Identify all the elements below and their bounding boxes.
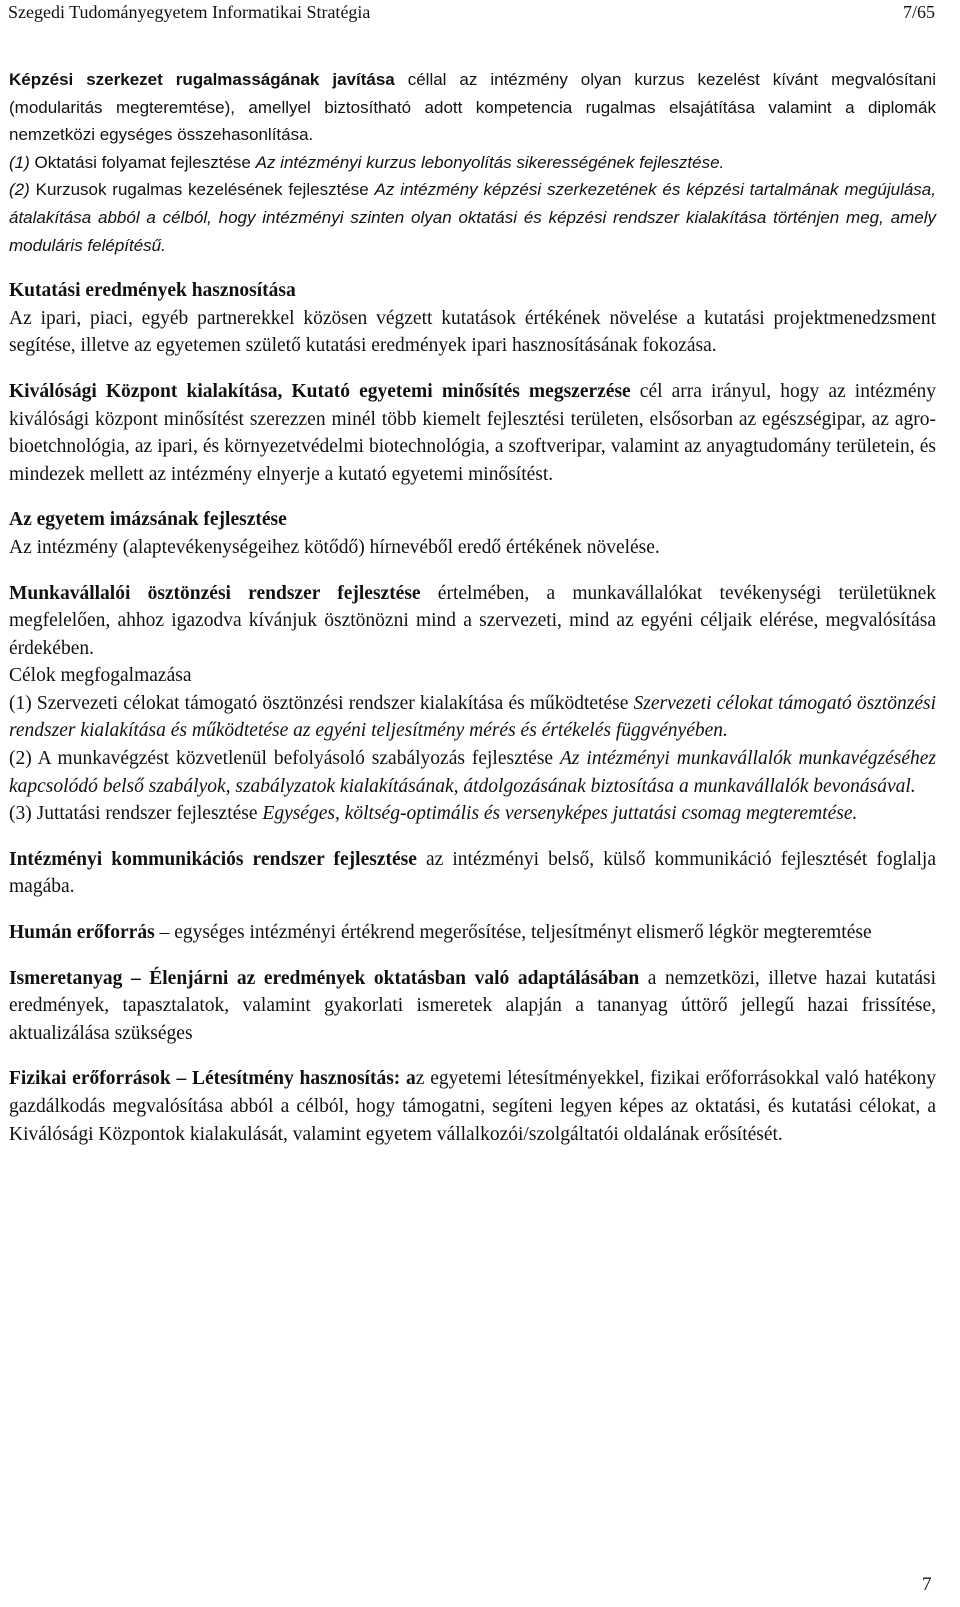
footer-page-number: 7 <box>922 1574 932 1595</box>
paragraph-university-image: Az intézmény (alaptevékenységeihez kötődő) hírnevéből eredő értékének növelése. <box>9 536 660 558</box>
goal-course-handling: (2) Kurzusok rugalmas kezelésének fejlesztése Az intézmény képzési szerkezetének és képzési tartalmának megújulása, átalakítása abból a célból, hogy intézményi szinten olyan oktatási és képzési rendszer kialakítása történjen meg, amely moduláris felépítésű. <box>9 180 936 255</box>
document-title: Szegedi Tudományegyetem Informatikai Stratégia <box>8 2 371 22</box>
goal-item-1: (1) Szervezeti célokat támogató ösztönzési rendszer kialakítása és működtetése Szervezeti célokat támogató ösztönzési rendszer kialakítása és működtetése az egyéni teljesítmény mérés és értékelés függvényében. <box>9 692 936 742</box>
paragraph-knowledge: Ismeretanyag – Élenjárni az eredmények oktatásban való adaptálásában a nemzetközi, illetve hazai kutatási eredmények, tapasztalatok, valamint gyakorlati ismeretek alapján a tananyag úttörő jellegű hazai frissítése, aktualizálása szükséges <box>9 967 936 1044</box>
paragraph-research-utilization: Az ipari, piaci, egyéb partnerekkel közösen végzett kutatások értékének növelése a kutatási projektmenedzsment segítése, illetve az egyetemen születő kutatási eredmények ipari hasznosításának fokozása. <box>9 307 936 357</box>
term-physical-resources: Fizikai erőforrások – Létesítmény hasznosítás: a <box>9 1068 416 1090</box>
paragraph-human-resources: Humán erőforrás – egységes intézményi értékrend megerősítése, teljesítményt elismerő légkör megteremtése <box>9 922 872 944</box>
paragraph-physical-resources: Fizikai erőforrások – Létesítmény hasznosítás: az egyetemi létesítményekkel, fizikai erőforrásokkal való hatékony gazdálkodás megvalósítása abból a célból, hogy támogatni, segíteni legyen képes az oktatási, és kutatási célokat, a Kiválósági Központok kialakulását, valamint egyetem vállalkozói/szolgáltatói oldalának erősítését. <box>9 1068 936 1145</box>
page-header <box>0 0 960 26</box>
term-human-resources: Humán erőforrás <box>9 922 155 944</box>
heading-research-utilization: Kutatási eredmények hasznosítása <box>9 280 296 302</box>
term-excellence-center: Kiválósági Központ kialakítása, Kutató egyetemi minősítés megszerzése <box>9 380 631 402</box>
paragraph-communication: Intézményi kommunikációs rendszer fejlesztése az intézményi belső, külső kommunikáció fejlesztését foglalja magába. <box>9 848 936 898</box>
document-body <box>9 66 936 1148</box>
goal-education-process: (1) Oktatási folyamat fejlesztése Az intézményi kurzus lebonyolítás sikerességének fejlesztése. <box>9 152 725 172</box>
term-flexibility: Képzési szerkezet rugalmasságának javítása <box>9 70 395 89</box>
heading-university-image: Az egyetem imázsának fejlesztése <box>9 509 287 531</box>
term-communication: Intézményi kommunikációs rendszer fejlesztése <box>9 848 417 870</box>
paragraph-excellence-center: Kiválósági Központ kialakítása, Kutató egyetemi minősítés megszerzése cél arra irányul, hogy az intézmény kiválósági központ minősítést szerezzen minél több kiemelt fejlesztési területen, elsősorban az egészségipar, az agro-bioetchnológia, az ipari, és környezetvédelmi biotechnológia, a szoftveripar, valamint az anyagtudomány területein, és mindezek mellett az intézmény elnyerje a kutató egyetemi minősítést. <box>9 380 936 485</box>
header-page-number: 7/65 <box>903 2 936 22</box>
term-knowledge: Ismeretanyag – Élenjárni az eredmények oktatásban való adaptálásában <box>9 967 640 989</box>
goal-item-2: (2) A munkavégzést közvetlenül befolyásoló szabályozás fejlesztése Az intézményi munkavállalók munkavégzéséhez kapcsolódó belső szabályok, szabályzatok kialakításának, átdolgozásának biztosítása a munkavállalók bevonásával. <box>9 748 937 797</box>
paragraph-employee-incentive: Munkavállalói ösztönzési rendszer fejlesztése értelmében, a munkavállalókat tevékenységi területüknek megfelelően, ahhoz igazodva kívánjuk ösztönözni mind a szervezeti, mind az egyéni céljaik elérése, megvalósítása érdekében. <box>9 582 936 659</box>
goal-item-3: (3) Juttatási rendszer fejlesztése Egységes, költség-optimális és versenyképes juttatási csomag megteremtése. <box>9 803 858 825</box>
paragraph-flexibility: Képzési szerkezet rugalmasságának javítása céllal az intézmény olyan kurzus kezelést kívánt megvalósítani (modularitás megteremtése), amellyel biztosítható adott kompetencia rugalmas elsajátítása valamint a diplomák nemzetközi egységes összehasonlítása. <box>9 70 937 145</box>
term-employee-incentive: Munkavállalói ösztönzési rendszer fejlesztése <box>9 582 421 604</box>
goals-label: Célok megfogalmazása <box>9 665 192 687</box>
